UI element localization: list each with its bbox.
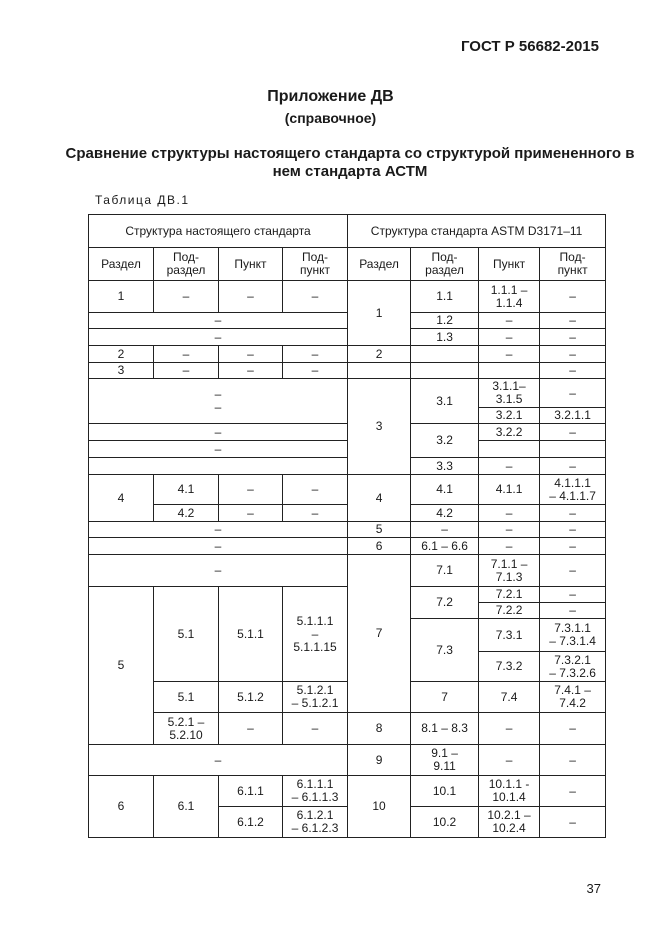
table-cell: 7.2 [411,587,479,619]
table-cell: – [89,313,348,329]
table-cell: – [540,346,606,363]
table-cell: – [540,538,606,555]
table-cell: 4.1.1 [479,475,540,505]
table-cell: – [154,281,219,313]
table-caption: Таблица ДВ.1 [95,193,190,207]
table-cell: 6.1 [154,776,219,838]
header-group-right: Структура стандарта ASTM D3171–11 [348,215,606,248]
table-cell: – [89,522,348,538]
table-cell: 3.2.1 [479,408,540,424]
table-cell: 7.3 [411,619,479,682]
table-cell: 7 [348,555,411,713]
column-header: Раздел [348,248,411,281]
table-cell: 7.1 [411,555,479,587]
table-cell: 4 [348,475,411,522]
table-cell: – [219,505,283,522]
page-number: 37 [586,881,601,896]
table-cell: 6.1 – 6.6 [411,538,479,555]
table-cell: – [540,363,606,379]
table-cell: 7 [411,682,479,713]
table-cell: – [540,313,606,329]
table-cell: 5.1 [154,587,219,682]
table-cell: – [219,346,283,363]
header-group-left: Структура настоящего стандарта [89,215,348,248]
appendix-title: Приложение ДВ [267,88,394,105]
table-cell: – [540,329,606,346]
column-header: Под- раздел [411,248,479,281]
table-cell: – [219,281,283,313]
table-cell: 4.2 [154,505,219,522]
table-cell: – [283,713,348,745]
table-cell: 8.1 – 8.3 [411,713,479,745]
table-cell: 6.1.2.1 – 6.1.2.3 [283,807,348,838]
table-cell: – [540,522,606,538]
table-cell: – [283,505,348,522]
table-cell: 5.1.2.1 – 5.1.2.1 [283,682,348,713]
table-cell [479,441,540,458]
table-cell: 10.2 [411,807,479,838]
table-cell: – [540,713,606,745]
table-cell: 7.4.1 – 7.4.2 [540,682,606,713]
table-cell: 5.1.2 [219,682,283,713]
table-cell [411,346,479,363]
table-cell: – [411,522,479,538]
table-cell: 1.2 [411,313,479,329]
table-cell: – [89,745,348,776]
table-cell: 6.1.1.1 – 6.1.1.3 [283,776,348,807]
table-cell: – [89,441,348,458]
table-cell: – [89,538,348,555]
table-cell: 1.3 [411,329,479,346]
table-cell: – – [89,379,348,424]
table-cell: 3.2.2 [479,424,540,441]
column-header: Под- пункт [283,248,348,281]
table-cell: 5.2.1 – 5.2.10 [154,713,219,745]
table-cell: – [219,363,283,379]
table-cell: – [89,555,348,587]
table-cell: 4.2 [411,505,479,522]
table-cell: – [479,538,540,555]
table-cell: – [219,713,283,745]
table-cell: 6.1.1 [219,776,283,807]
table-cell: – [540,555,606,587]
table-cell: 7.3.2.1 – 7.3.2.6 [540,652,606,682]
table-cell: – [479,458,540,475]
table-cell: 3.1 [411,379,479,424]
table-cell: 7.3.1.1 – 7.3.1.4 [540,619,606,652]
table-cell: – [540,587,606,603]
table-cell: 9.1 – 9.11 [411,745,479,776]
table-cell: – [479,329,540,346]
table-cell [89,458,348,475]
table-cell [479,363,540,379]
table-cell: 7.2.1 [479,587,540,603]
table-cell: 5.1.1 [219,587,283,682]
table-cell: 6 [348,538,411,555]
column-header: Под- пункт [540,248,606,281]
table-cell: 2 [348,346,411,363]
table-cell: 10 [348,776,411,838]
table-cell: – [540,745,606,776]
table-cell: 7.2.2 [479,603,540,619]
table-cell: 1.1.1 – 1.1.4 [479,281,540,313]
table-cell: 6.1.2 [219,807,283,838]
table-cell [348,363,411,379]
table-cell: 3.2 [411,424,479,458]
table-cell: 5.1 [154,682,219,713]
table-cell: – [540,379,606,408]
table-cell: – [540,458,606,475]
table-cell: 4.1 [154,475,219,505]
column-header: Раздел [89,248,154,281]
document-number: ГОСТ Р 56682-2015 [460,38,599,55]
table-cell: – [479,713,540,745]
table-cell: – [540,807,606,838]
table-cell [411,363,479,379]
table-cell: 7.3.2 [479,652,540,682]
table-cell: 4 [89,475,154,522]
table-cell: – [479,313,540,329]
table-cell: – [479,522,540,538]
column-header: Пункт [479,248,540,281]
table-cell: – [540,505,606,522]
table-cell: 7.1.1 – 7.1.3 [479,555,540,587]
appendix-note: (справочное) [284,110,377,126]
comparison-title: Сравнение структуры настоящего стандарта со структурой примененного в нем стандарта АСТМ [65,145,635,180]
table-cell: – [479,346,540,363]
table-cell: – [154,346,219,363]
table-cell: 10.1.1 - 10.1.4 [479,776,540,807]
table-cell: 8 [348,713,411,745]
table-cell: 9 [348,745,411,776]
table-cell: 1.1 [411,281,479,313]
table-cell: – [219,475,283,505]
table-cell: – [283,281,348,313]
table-cell: – [479,505,540,522]
table-cell: – [89,424,348,441]
table-cell: 4.1.1.1 – 4.1.1.7 [540,475,606,505]
table-cell: 3.3 [411,458,479,475]
table-cell: – [283,363,348,379]
table-cell [540,441,606,458]
table-cell: 7.4 [479,682,540,713]
table-cell: – [479,745,540,776]
table-cell: 3.1.1– 3.1.5 [479,379,540,408]
table-cell: – [540,424,606,441]
table-cell: 10.1 [411,776,479,807]
table-cell: 3 [348,379,411,475]
table-cell: 4.1 [411,475,479,505]
table-cell: 3 [89,363,154,379]
table-cell: 2 [89,346,154,363]
table-cell: – [283,346,348,363]
table-cell: – [283,475,348,505]
comparison-table [88,214,606,838]
table-cell: 3.2.1.1 [540,408,606,424]
table-cell: 10.2.1 – 10.2.4 [479,807,540,838]
table-cell: 5.1.1.1 – 5.1.1.15 [283,587,348,682]
table-cell: 6 [89,776,154,838]
table-cell: – [540,281,606,313]
table-cell: – [540,603,606,619]
table-cell: 1 [348,281,411,346]
table-cell: – [540,776,606,807]
table-cell: 5 [348,522,411,538]
table-cell: – [89,329,348,346]
table-cell: 7.3.1 [479,619,540,652]
column-header: Пункт [219,248,283,281]
table-cell: – [154,363,219,379]
table-cell: 5 [89,587,154,745]
column-header: Под- раздел [154,248,219,281]
table-cell: 1 [89,281,154,313]
